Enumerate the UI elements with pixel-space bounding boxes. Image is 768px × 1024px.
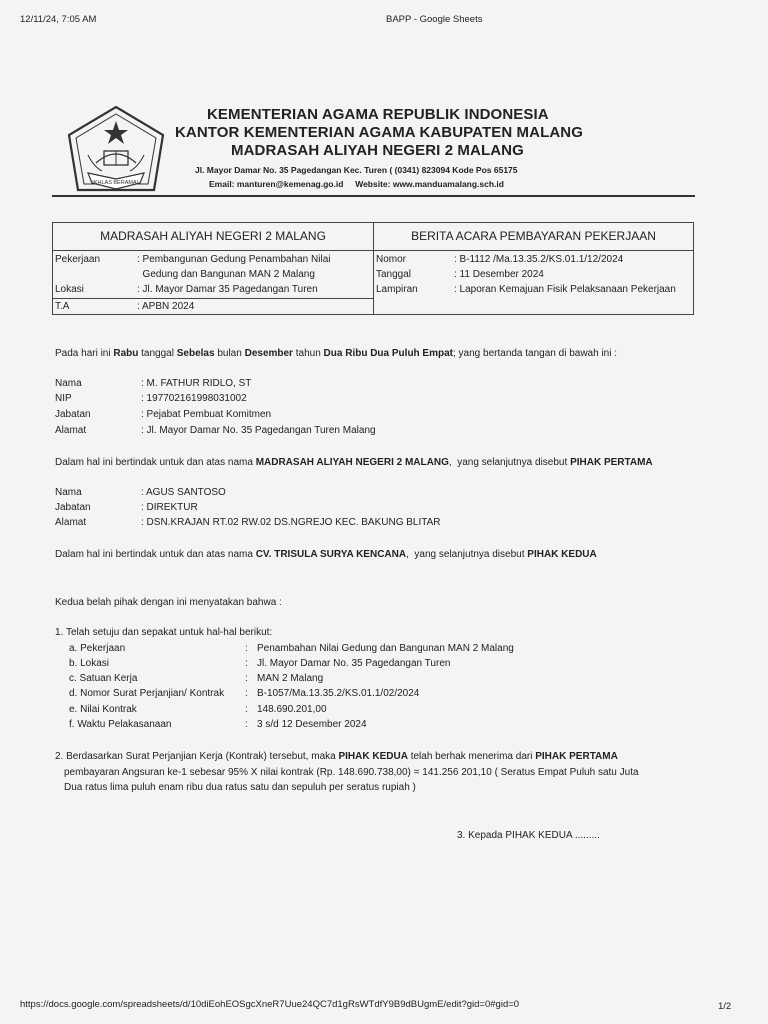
project-info-cell: Pekerjaan : Pembangunan Gedung Penambahan Nilai Gedung dan Bangunan MAN 2 Malang Lokasi : Jl. Mayor Damar 35 Pagedangan Turen bbox=[53, 251, 374, 299]
fiscal-year-cell: T.A : APBN 2024 bbox=[53, 299, 374, 315]
school-title-cell: MADRASAH ALIYAH NEGERI 2 MALANG bbox=[53, 223, 374, 251]
point1-item-location: b. Lokasi : Jl. Mayor Damar No. 35 Pagedangan Turen bbox=[69, 658, 451, 669]
point1-item-contract-value: e. Nilai Kontrak : 148.690.201,00 bbox=[69, 704, 327, 715]
letterhead-address: Jl. Mayor Damar No. 35 Pagedangan Kec. Turen ( (0341) 823094 Kode Pos 65175 bbox=[195, 165, 518, 175]
letterhead-school: MADRASAH ALIYAH NEGERI 2 MALANG bbox=[231, 142, 524, 159]
agreement-statement: Kedua belah pihak dengan ini menyatakan bahwa : bbox=[55, 597, 282, 608]
document-meta-cell: Nomor : B-1112 /Ma.13.35.2/KS.01.1/12/2024 Tanggal : 11 Desember 2024 Lampiran : Laporan Kemajuan Fisik Pelaksanaan Pekerjaan bbox=[374, 251, 694, 315]
kemenag-logo bbox=[66, 105, 166, 205]
svg-text:IKHLAS BERAMAL: IKHLAS BERAMAL bbox=[92, 180, 140, 186]
party2-name: Nama : AGUS SANTOSO bbox=[55, 487, 226, 498]
point2-line1: 2. Berdasarkan Surat Perjanjian Kerja (Kontrak) tersebut, maka PIHAK KEDUA telah berhak menerima dari PIHAK PERTAMA bbox=[55, 751, 618, 762]
point1-item-contract-number: d. Nomor Surat Perjanjian/ Kontrak : B-1057/Ma.13.35.2/KS.01.1/02/2024 bbox=[69, 688, 420, 699]
party2-position: Jabatan : DIREKTUR bbox=[55, 502, 198, 513]
party1-name: Nama : M. FATHUR RIDLO, ST bbox=[55, 378, 252, 389]
party2-address: Alamat : DSN.KRAJAN RT.02 RW.02 DS.NGREJO KEC. BAKUNG BLITAR bbox=[55, 517, 441, 528]
letterhead-office: KANTOR KEMENTERIAN AGAMA KABUPATEN MALANG bbox=[175, 124, 583, 141]
party1-position: Jabatan : Pejabat Pembuat Komitmen bbox=[55, 409, 272, 420]
party1-statement: Dalam hal ini bertindak untuk dan atas nama MADRASAH ALIYAH NEGERI 2 MALANG, yang selanjutnya disebut PIHAK PERTAMA bbox=[55, 457, 653, 468]
point1-item-unit: c. Satuan Kerja : MAN 2 Malang bbox=[69, 673, 324, 684]
party2-statement: Dalam hal ini bertindak untuk dan atas nama CV. TRISULA SURYA KENCANA, yang selanjutnya disebut PIHAK KEDUA bbox=[55, 549, 597, 560]
document-title-cell: BERITA ACARA PEMBAYARAN PEKERJAAN bbox=[374, 223, 694, 251]
point1-item-duration: f. Waktu Pelakasanaan : 3 s/d 12 Desember 2024 bbox=[69, 719, 367, 730]
continuation-note: 3. Kepada PIHAK KEDUA ......... bbox=[457, 830, 600, 841]
intro-paragraph: Pada hari ini Rabu tanggal Sebelas bulan Desember tahun Dua Ribu Dua Puluh Empat; yang bertanda tangan di bawah ini : bbox=[55, 348, 618, 359]
point2-line2: pembayaran Angsuran ke-1 sebesar 95% X nilai kontrak (Rp. 148.690.738,00) = 141.256 201,10 ( Seratus Empat Puluh satu Juta bbox=[64, 767, 639, 778]
letterhead-contact: Email: manturen@kemenag.go.id Website: www.manduamalang.sch.id bbox=[209, 179, 504, 189]
print-datetime: 12/11/24, 7:05 AM bbox=[20, 14, 97, 25]
print-url: https://docs.google.com/spreadsheets/d/10diEohEOSgcXneR7Uue24QC7d1gRsWTdfY9B9dBUgmE/edit?gid=0#gid=0 bbox=[20, 999, 520, 1010]
print-page-title: BAPP - Google Sheets bbox=[386, 14, 483, 25]
letterhead-ministry: KEMENTERIAN AGAMA REPUBLIK INDONESIA bbox=[207, 106, 549, 123]
point1-item-work: a. Pekerjaan : Penambahan Nilai Gedung dan Bangunan MAN 2 Malang bbox=[69, 643, 514, 654]
point1-title: 1. Telah setuju dan sepakat untuk hal-hal berikut: bbox=[55, 627, 273, 638]
document-info-table bbox=[52, 222, 694, 315]
print-page-counter: 1/2 bbox=[718, 1001, 732, 1012]
party1-nip: NIP : 197702161998031002 bbox=[55, 393, 247, 404]
point2-line3: Dua ratus lima puluh enam ribu dua ratus satu dan sepuluh per seratus rupiah ) bbox=[64, 782, 416, 793]
party1-address: Alamat : Jl. Mayor Damar No. 35 Pagedangan Turen Malang bbox=[55, 425, 376, 436]
letterhead-divider bbox=[52, 195, 695, 197]
